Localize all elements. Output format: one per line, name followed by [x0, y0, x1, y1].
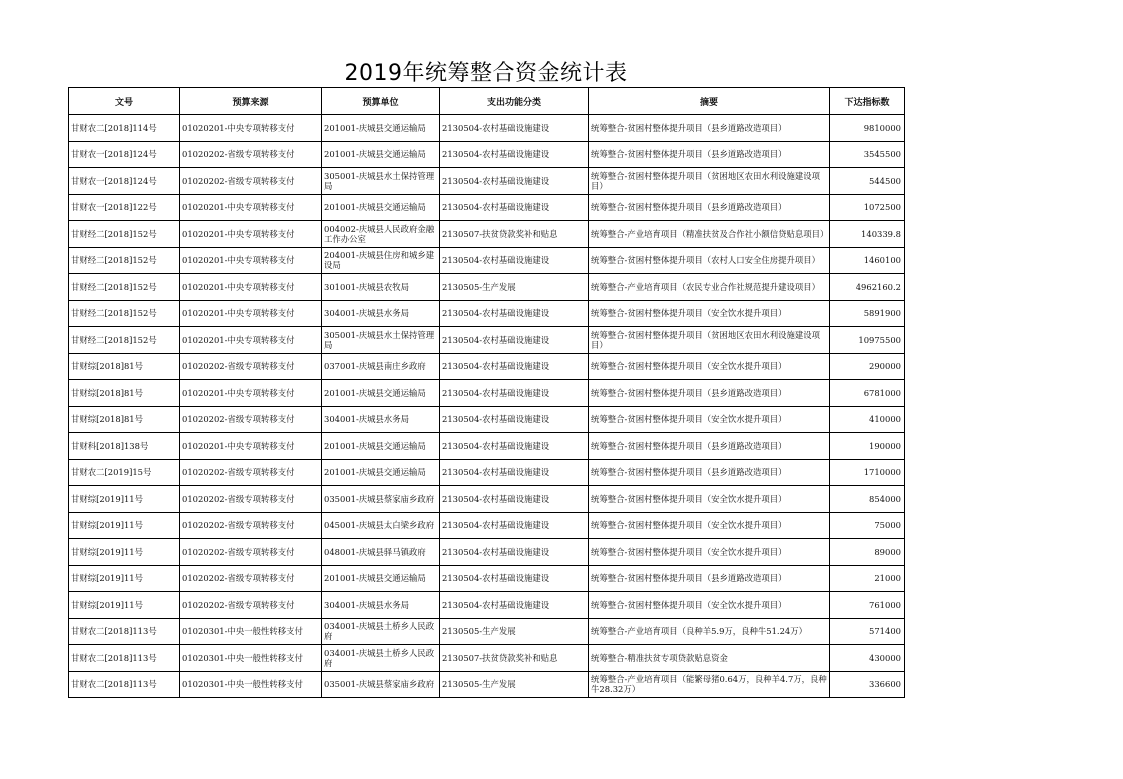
doc-number-cell: 甘财农二[2018]113号 [69, 618, 180, 645]
summary-cell: 统筹整合-产业培育项目（精准扶贫及合作社小额信贷贴息项目） [589, 221, 830, 248]
amount-cell: 140339.8 [830, 221, 905, 248]
budget-unit-cell: 305001-庆城县水土保持管理局 [322, 168, 440, 195]
summary-cell: 统筹整合-贫困村整体提升项目（安全饮水提升项目） [589, 300, 830, 327]
budget-source-cell: 01020202-省级专项转移支付 [180, 459, 322, 486]
budget-source-cell: 01020301-中央一般性转移支付 [180, 618, 322, 645]
amount-cell: 336600 [830, 671, 905, 698]
summary-cell: 统筹整合-贫困村整体提升项目（农村人口安全住房提升项目） [589, 247, 830, 274]
table-row [69, 194, 905, 221]
function-class-cell: 2130505-生产发展 [440, 671, 589, 698]
doc-number-cell: 甘财综[2018]81号 [69, 353, 180, 380]
budget-unit-cell: 004002-庆城县人民政府金融工作办公室 [322, 221, 440, 248]
budget-source-cell: 01020201-中央专项转移支付 [180, 115, 322, 142]
table-row [69, 486, 905, 513]
function-class-cell: 2130504-农村基础设施建设 [440, 406, 589, 433]
doc-number-cell: 甘财农一[2018]122号 [69, 194, 180, 221]
summary-cell: 统筹整合-贫困村整体提升项目（安全饮水提升项目） [589, 353, 830, 380]
amount-cell: 3545500 [830, 141, 905, 168]
amount-cell: 410000 [830, 406, 905, 433]
budget-source-cell: 01020201-中央专项转移支付 [180, 327, 322, 354]
function-class-cell: 2130504-农村基础设施建设 [440, 592, 589, 619]
amount-cell: 6781000 [830, 380, 905, 407]
amount-cell: 10975500 [830, 327, 905, 354]
amount-cell: 190000 [830, 433, 905, 460]
function-class-cell: 2130504-农村基础设施建设 [440, 247, 589, 274]
amount-cell: 1710000 [830, 459, 905, 486]
doc-number-cell: 甘财综[2018]81号 [69, 380, 180, 407]
budget-source-cell: 01020201-中央专项转移支付 [180, 300, 322, 327]
doc-number-cell: 甘财农二[2018]113号 [69, 671, 180, 698]
budget-unit-cell: 201001-庆城县交通运输局 [322, 433, 440, 460]
summary-cell: 统筹整合-贫困村整体提升项目（县乡道路改造项目） [589, 459, 830, 486]
amount-cell: 4962160.2 [830, 274, 905, 301]
function-class-cell: 2130504-农村基础设施建设 [440, 168, 589, 195]
col-header-budget-source: 预算来源 [180, 88, 322, 115]
table-row [69, 512, 905, 539]
table-row [69, 221, 905, 248]
budget-unit-cell: 304001-庆城县水务局 [322, 406, 440, 433]
doc-number-cell: 甘财经二[2018]152号 [69, 247, 180, 274]
summary-cell: 统筹整合-贫困村整体提升项目（安全饮水提升项目） [589, 486, 830, 513]
table-row [69, 300, 905, 327]
budget-source-cell: 01020202-省级专项转移支付 [180, 565, 322, 592]
table-row [69, 141, 905, 168]
amount-cell: 854000 [830, 486, 905, 513]
budget-source-cell: 01020202-省级专项转移支付 [180, 592, 322, 619]
amount-cell: 5891900 [830, 300, 905, 327]
budget-source-cell: 01020202-省级专项转移支付 [180, 168, 322, 195]
col-header-summary: 摘要 [589, 88, 830, 115]
budget-unit-cell: 304001-庆城县水务局 [322, 300, 440, 327]
function-class-cell: 2130504-农村基础设施建设 [440, 539, 589, 566]
doc-number-cell: 甘财经二[2018]152号 [69, 300, 180, 327]
budget-unit-cell: 037001-庆城县南庄乡政府 [322, 353, 440, 380]
function-class-cell: 2130504-农村基础设施建设 [440, 512, 589, 539]
summary-cell: 统筹整合-贫困村整体提升项目（县乡道路改造项目） [589, 141, 830, 168]
budget-source-cell: 01020201-中央专项转移支付 [180, 380, 322, 407]
function-class-cell: 2130507-扶贫贷款奖补和贴息 [440, 221, 589, 248]
function-class-cell: 2130507-扶贫贷款奖补和贴息 [440, 645, 589, 672]
doc-number-cell: 甘财农一[2018]124号 [69, 168, 180, 195]
budget-source-cell: 01020202-省级专项转移支付 [180, 512, 322, 539]
summary-cell: 统筹整合-贫困村整体提升项目（县乡道路改造项目） [589, 433, 830, 460]
budget-unit-cell: 201001-庆城县交通运输局 [322, 380, 440, 407]
doc-number-cell: 甘财农二[2018]114号 [69, 115, 180, 142]
table-row [69, 565, 905, 592]
amount-cell: 75000 [830, 512, 905, 539]
function-class-cell: 2130504-农村基础设施建设 [440, 565, 589, 592]
summary-cell: 统筹整合-贫困村整体提升项目（县乡道路改造项目） [589, 565, 830, 592]
budget-unit-cell: 304001-庆城县水务局 [322, 592, 440, 619]
table-row [69, 327, 905, 354]
budget-unit-cell: 035001-庆城县蔡家庙乡政府 [322, 486, 440, 513]
table-row [69, 115, 905, 142]
table-row [69, 380, 905, 407]
budget-source-cell: 01020201-中央专项转移支付 [180, 433, 322, 460]
doc-number-cell: 甘财综[2019]11号 [69, 539, 180, 566]
budget-source-cell: 01020301-中央一般性转移支付 [180, 671, 322, 698]
col-header-amount: 下达指标数 [830, 88, 905, 115]
function-class-cell: 2130504-农村基础设施建设 [440, 141, 589, 168]
summary-cell: 统筹整合-贫困村整体提升项目（安全饮水提升项目） [589, 406, 830, 433]
summary-cell: 统筹整合-产业培育项目（能繁母猪0.64万，良种羊4.7万，良种牛28.32万） [589, 671, 830, 698]
summary-cell: 统筹整合-贫困村整体提升项目（县乡道路改造项目） [589, 380, 830, 407]
summary-cell: 统筹整合-贫困村整体提升项目（贫困地区农田水利设施建设项目） [589, 327, 830, 354]
amount-cell: 9810000 [830, 115, 905, 142]
summary-cell: 统筹整合-贫困村整体提升项目（贫困地区农田水利设施建设项目） [589, 168, 830, 195]
budget-unit-cell: 035001-庆城县蔡家庙乡政府 [322, 671, 440, 698]
col-header-budget-unit: 预算单位 [322, 88, 440, 115]
function-class-cell: 2130504-农村基础设施建设 [440, 115, 589, 142]
amount-cell: 89000 [830, 539, 905, 566]
table-row [69, 645, 905, 672]
doc-number-cell: 甘财农二[2019]15号 [69, 459, 180, 486]
table-row [69, 671, 905, 698]
amount-cell: 571400 [830, 618, 905, 645]
function-class-cell: 2130504-农村基础设施建设 [440, 194, 589, 221]
budget-source-cell: 01020202-省级专项转移支付 [180, 539, 322, 566]
amount-cell: 430000 [830, 645, 905, 672]
table-row [69, 539, 905, 566]
summary-cell: 统筹整合-贫困村整体提升项目（安全饮水提升项目） [589, 512, 830, 539]
budget-unit-cell: 045001-庆城县太白梁乡政府 [322, 512, 440, 539]
amount-cell: 290000 [830, 353, 905, 380]
budget-unit-cell: 305001-庆城县水土保持管理局 [322, 327, 440, 354]
doc-number-cell: 甘财综[2019]11号 [69, 592, 180, 619]
budget-source-cell: 01020202-省级专项转移支付 [180, 486, 322, 513]
doc-number-cell: 甘财综[2019]11号 [69, 565, 180, 592]
doc-number-cell: 甘财农二[2018]113号 [69, 645, 180, 672]
function-class-cell: 2130504-农村基础设施建设 [440, 353, 589, 380]
doc-number-cell: 甘财科[2018]138号 [69, 433, 180, 460]
function-class-cell: 2130505-生产发展 [440, 618, 589, 645]
table-row [69, 618, 905, 645]
doc-number-cell: 甘财综[2019]11号 [69, 512, 180, 539]
budget-source-cell: 01020202-省级专项转移支付 [180, 353, 322, 380]
budget-source-cell: 01020201-中央专项转移支付 [180, 247, 322, 274]
summary-cell: 统筹整合-产业培育项目（良种羊5.9万，良种牛51.24万） [589, 618, 830, 645]
function-class-cell: 2130504-农村基础设施建设 [440, 327, 589, 354]
doc-number-cell: 甘财综[2019]11号 [69, 486, 180, 513]
budget-source-cell: 01020201-中央专项转移支付 [180, 194, 322, 221]
col-header-doc-number: 文号 [69, 88, 180, 115]
budget-unit-cell: 201001-庆城县交通运输局 [322, 565, 440, 592]
budget-unit-cell: 301001-庆城县农牧局 [322, 274, 440, 301]
table-row [69, 406, 905, 433]
amount-cell: 1072500 [830, 194, 905, 221]
summary-cell: 统筹整合-贫困村整体提升项目（县乡道路改造项目） [589, 115, 830, 142]
budget-unit-cell: 201001-庆城县交通运输局 [322, 459, 440, 486]
table-row [69, 592, 905, 619]
budget-unit-cell: 048001-庆城县驿马镇政府 [322, 539, 440, 566]
sheet-title: 2019年统筹整合资金统计表 [344, 61, 628, 86]
doc-number-cell: 甘财经二[2018]152号 [69, 327, 180, 354]
summary-cell: 统筹整合-贫困村整体提升项目（县乡道路改造项目） [589, 194, 830, 221]
table-row [69, 274, 905, 301]
budget-unit-cell: 201001-庆城县交通运输局 [322, 194, 440, 221]
function-class-cell: 2130504-农村基础设施建设 [440, 433, 589, 460]
table-row [69, 433, 905, 460]
col-header-function-class: 支出功能分类 [440, 88, 589, 115]
doc-number-cell: 甘财经二[2018]152号 [69, 274, 180, 301]
doc-number-cell: 甘财农一[2018]124号 [69, 141, 180, 168]
budget-source-cell: 01020301-中央一般性转移支付 [180, 645, 322, 672]
budget-source-cell: 01020201-中央专项转移支付 [180, 221, 322, 248]
table-row [69, 353, 905, 380]
amount-cell: 1460100 [830, 247, 905, 274]
doc-number-cell: 甘财经二[2018]152号 [69, 221, 180, 248]
table-body [69, 115, 905, 698]
summary-cell: 统筹整合-贫困村整体提升项目（安全饮水提升项目） [589, 539, 830, 566]
table-row [69, 168, 905, 195]
function-class-cell: 2130504-农村基础设施建设 [440, 459, 589, 486]
budget-source-cell: 01020201-中央专项转移支付 [180, 274, 322, 301]
amount-cell: 21000 [830, 565, 905, 592]
table-row [69, 459, 905, 486]
amount-cell: 761000 [830, 592, 905, 619]
summary-cell: 统筹整合-贫困村整体提升项目（安全饮水提升项目） [589, 592, 830, 619]
budget-unit-cell: 204001-庆城县住房和城乡建设局 [322, 247, 440, 274]
summary-cell: 统筹整合-精准扶贫专项贷款贴息资金 [589, 645, 830, 672]
funds-table [68, 87, 905, 698]
budget-unit-cell: 201001-庆城县交通运输局 [322, 141, 440, 168]
doc-number-cell: 甘财综[2018]81号 [69, 406, 180, 433]
table-row [69, 247, 905, 274]
summary-cell: 统筹整合-产业培育项目（农民专业合作社规范提升建设项目） [589, 274, 830, 301]
budget-source-cell: 01020202-省级专项转移支付 [180, 406, 322, 433]
budget-unit-cell: 034001-庆城县土桥乡人民政府 [322, 618, 440, 645]
amount-cell: 544500 [830, 168, 905, 195]
function-class-cell: 2130504-农村基础设施建设 [440, 300, 589, 327]
table-header-row [69, 88, 905, 115]
budget-source-cell: 01020202-省级专项转移支付 [180, 141, 322, 168]
function-class-cell: 2130505-生产发展 [440, 274, 589, 301]
function-class-cell: 2130504-农村基础设施建设 [440, 380, 589, 407]
budget-unit-cell: 034001-庆城县土桥乡人民政府 [322, 645, 440, 672]
budget-unit-cell: 201001-庆城县交通运输局 [322, 115, 440, 142]
function-class-cell: 2130504-农村基础设施建设 [440, 486, 589, 513]
